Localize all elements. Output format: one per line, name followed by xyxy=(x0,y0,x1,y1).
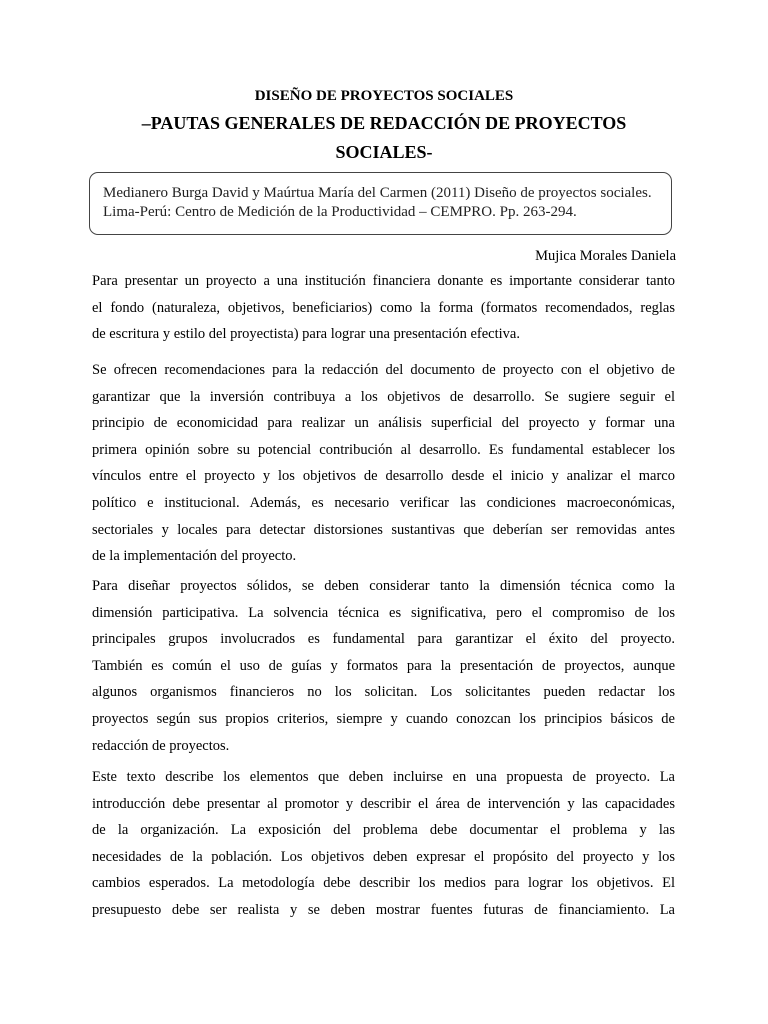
paragraph-line: necesidades de la población. Los objetivos deben expresar el propósito del proyecto y los xyxy=(92,848,675,865)
paragraph-line: principio de economicidad para realizar un análisis superficial del proyecto y formar una xyxy=(92,415,675,432)
paragraph-line: Para presentar un proyecto a una institución financiera donante es importante considerar tanto xyxy=(92,273,675,289)
paragraph-line: También es común el uso de guías y formatos para la presentación de proyectos, aunque xyxy=(92,657,675,674)
paragraph-line: el fondo (naturaleza, objetivos, beneficiarios) como la forma (formatos recomendados, reglas xyxy=(92,299,675,316)
paragraph-line: de la implementación del proyecto. xyxy=(92,548,297,565)
body-paragraph-3 xyxy=(92,573,675,759)
paragraph-line: político e institucional. Además, es necesario verificar las condiciones macroeconómicas, xyxy=(92,494,675,511)
author-name: Mujica Morales Daniela xyxy=(535,248,676,264)
paragraph-line: dimensión participativa. La solvencia técnica es significativa, pero el compromiso de los xyxy=(92,604,675,621)
paragraph-line: redacción de proyectos. xyxy=(92,737,230,754)
paragraph-line: presupuesto debe ser realista y se deben mostrar fuentes futuras de financiamiento. La xyxy=(92,901,675,918)
paragraph-line: primera opinión sobre su potencial contribución al desarrollo. Es fundamental establecer los xyxy=(92,441,675,458)
paragraph-line: de escritura y estilo del proyectista) para lograr una presentación efectiva. xyxy=(92,326,520,343)
paragraph-line: cambios esperados. La metodología debe describir los medios para lograr los objetivos. El xyxy=(92,875,675,892)
paragraph-line: principales grupos involucrados es fundamental para garantizar el éxito del proyecto. xyxy=(92,631,675,648)
paragraph-line: Este texto describe los elementos que deben incluirse en una propuesta de proyecto. La xyxy=(92,769,675,785)
paragraph-line: sectoriales y locales para detectar distorsiones sustantivas que deberían ser removidas antes xyxy=(92,521,675,538)
document-title: DISEÑO DE PROYECTOS SOCIALES xyxy=(254,88,514,104)
document-subtitle-line-1: –PAUTAS GENERALES DE REDACCIÓN DE PROYECTOS xyxy=(141,113,627,133)
paragraph-line: algunos organismos financieros no los solicitan. Los solicitantes pueden redactar los xyxy=(92,684,675,701)
paragraph-line: introducción debe presentar al promotor y describir el área de intervención y las capacidades xyxy=(92,795,675,812)
body-paragraph-1 xyxy=(92,268,675,348)
paragraph-line: vínculos entre el proyecto y los objetivos de desarrollo desde el inicio y analizar el marco xyxy=(92,468,675,485)
paragraph-line: proyectos según sus propios criterios, siempre y cuando conozcan los principios básicos de xyxy=(92,710,675,727)
document-subtitle-line-2: SOCIALES- xyxy=(335,142,433,162)
citation-box xyxy=(89,172,672,235)
citation-line-1: Medianero Burga David y Maúrtua María del Carmen (2011) Diseño de proyectos sociales. xyxy=(103,185,652,201)
body-paragraph-2 xyxy=(92,357,675,570)
body-paragraph-4 xyxy=(92,764,675,924)
citation-line-2: Lima-Perú: Centro de Medición de la Productividad – CEMPRO. Pp. 263-294. xyxy=(103,204,577,220)
paragraph-line: de la organización. La exposición del problema debe documentar el problema y las xyxy=(92,822,675,839)
paragraph-line: Se ofrecen recomendaciones para la redacción del documento de proyecto con el objetivo de xyxy=(92,362,675,378)
paragraph-line: garantizar que la inversión contribuya a los objetivos de desarrollo. Se sugiere seguir el xyxy=(92,388,675,405)
paragraph-line: Para diseñar proyectos sólidos, se deben considerar tanto la dimensión técnica como la xyxy=(92,578,675,594)
